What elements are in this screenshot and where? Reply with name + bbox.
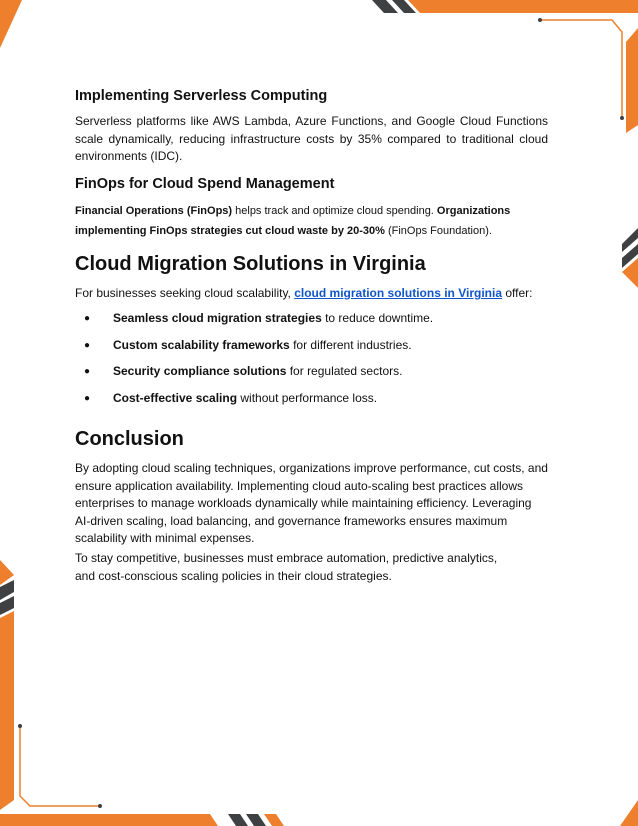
finops-text-1: helps track and optimize cloud spending. bbox=[232, 205, 437, 217]
cloud-migration-link[interactable]: cloud migration solutions in Virginia bbox=[294, 286, 503, 300]
heading-cloud-migration: Cloud Migration Solutions in Virginia bbox=[75, 253, 426, 275]
bottom-dark-stripe-1 bbox=[228, 814, 248, 826]
left-orange-bar bbox=[0, 611, 14, 810]
bottom-orange-bar bbox=[0, 814, 218, 826]
paragraph-serverless: Serverless platforms like AWS Lambda, Azure Functions, and Google Cloud Functions scale dynamically, reducing infrastructure costs by 35% compared to traditional cloud environments (IDC). bbox=[75, 114, 548, 163]
top-left-orange-corner bbox=[0, 0, 22, 48]
finops-text-2: (FinOps Foundation). bbox=[384, 225, 492, 237]
list-item bbox=[75, 363, 548, 390]
heading-conclusion: Conclusion bbox=[75, 428, 184, 450]
migration-intro-text: For businesses seeking cloud scalability, bbox=[75, 286, 295, 300]
bottom-right-orange-corner bbox=[620, 800, 638, 826]
list-item-text: to reduce downtime. bbox=[321, 311, 434, 325]
list-item-text: for regulated sectors. bbox=[286, 364, 403, 378]
top-right-dot-1 bbox=[538, 18, 542, 22]
migration-intro-end: offer: bbox=[502, 286, 533, 300]
migration-benefits-list bbox=[75, 310, 548, 416]
bottom-dark-stripe-2 bbox=[246, 814, 266, 826]
list-item-text: without performance loss. bbox=[237, 390, 378, 405]
list-item bbox=[75, 310, 548, 337]
bottom-left-dot-1 bbox=[18, 724, 22, 728]
finops-bold-stat: Organizations implementing FinOps strategies cut cloud waste by 20-30% bbox=[75, 205, 511, 237]
bullet-icon: ● bbox=[84, 313, 91, 324]
bullet-icon: ● bbox=[84, 339, 91, 351]
paragraph-migration-intro bbox=[75, 285, 548, 303]
finops-bold-term: Financial Operations (FinOps) bbox=[75, 205, 233, 217]
list-item-text: for different industries. bbox=[289, 337, 412, 352]
bullet-icon: ● bbox=[84, 392, 91, 404]
list-item bbox=[75, 390, 548, 417]
list-item bbox=[75, 337, 548, 364]
paragraph-conclusion-2 bbox=[75, 550, 548, 585]
bottom-orange-stripe bbox=[264, 814, 284, 826]
list-item-bold: Seamless cloud migration strategies bbox=[113, 311, 322, 325]
right-orange-bar-upper bbox=[626, 28, 638, 133]
paragraph-conclusion-1: By adopting cloud scaling techniques, organizations improve performance, cut costs, and ensure application availability. Implementing cloud auto-scaling best practices allows enterprises to manage workloads dynamically while maintaining efficiency. Leveraging AI-driven scaling, load balancing, and governance frameworks ensures maximum scalability with minimal expenses. bbox=[75, 461, 548, 545]
bullet-icon: ● bbox=[84, 366, 91, 377]
list-item-bold: Custom scalability frameworks bbox=[113, 337, 290, 352]
top-right-dot-2 bbox=[620, 116, 624, 120]
heading-finops: FinOps for Cloud Spend Management bbox=[75, 176, 335, 192]
bottom-left-thin-line bbox=[20, 726, 100, 806]
heading-serverless: Implementing Serverless Computing bbox=[75, 88, 328, 104]
top-right-thin-line bbox=[540, 20, 622, 118]
conclusion-2-line-1: To stay competitive, businesses must embrace automation, predictive analytics, bbox=[75, 551, 498, 565]
conclusion-2-line-2: and cost-conscious scaling policies in their cloud strategies. bbox=[75, 568, 392, 583]
paragraph-finops bbox=[75, 201, 548, 241]
bottom-left-dot-2 bbox=[98, 804, 102, 808]
list-item-bold: Security compliance solutions bbox=[113, 364, 287, 378]
top-orange-bar bbox=[408, 0, 638, 13]
list-item-bold: Cost-effective scaling bbox=[113, 390, 238, 405]
